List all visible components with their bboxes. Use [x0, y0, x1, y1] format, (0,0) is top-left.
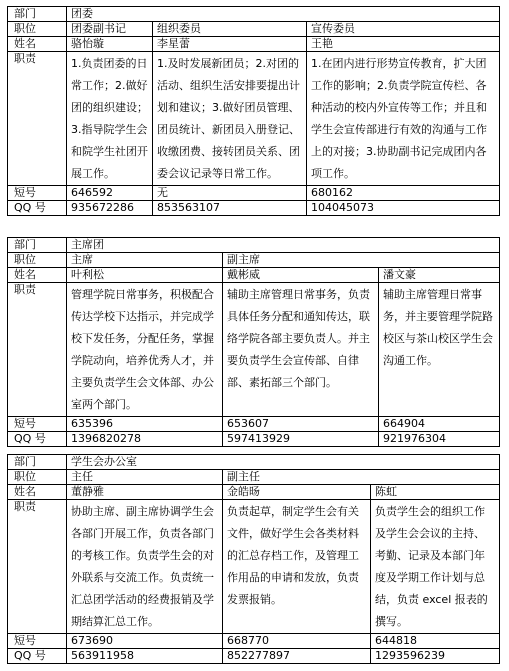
qq-row	[8, 649, 500, 664]
phone-label: 短号	[8, 634, 67, 649]
duty-cell: 负责学生会的组织工作及学生会会议的主持、考勤、记录及本部门年度及学期工作计划与总结，负责 excel 报表的撰写。	[371, 500, 500, 634]
position-cell: 副主席	[223, 253, 500, 268]
dept-row	[8, 455, 500, 470]
phone-cell: 664904	[379, 417, 500, 432]
qq-cell: 104045073	[307, 201, 500, 216]
phone-row	[8, 186, 500, 201]
position-row	[8, 253, 500, 268]
qq-row	[8, 201, 500, 216]
department-table-office	[7, 454, 500, 664]
dept-label: 部门	[8, 455, 67, 470]
phone-cell: 无	[153, 186, 307, 201]
dept-row	[8, 7, 500, 22]
qq-cell: 921976304	[379, 432, 500, 447]
department-table-youth-league	[7, 6, 500, 216]
duty-cell: 负责起草，制定学生会有关文件，做好学生会各类材料的汇总存档工作，及管理工作用品的申请和发放，负责发票报销。	[223, 500, 371, 634]
position-cell: 副主任	[223, 470, 500, 485]
duty-label: 职责	[8, 283, 67, 417]
duty-row	[8, 500, 500, 634]
name-label: 姓名	[8, 485, 67, 500]
name-cell: 李星蕾	[153, 37, 307, 52]
qq-cell: 853563107	[153, 201, 307, 216]
dept-label: 部门	[8, 7, 67, 22]
duty-cell: 1.在团内进行形势宣传教育，扩大团工作的影响；2.负责学院宣传栏、各种活动的校内外宣传等工作；并且和学生会宣传部进行有效的沟通与工作上的对接；3.协助副书记完成团内各项工作。	[307, 52, 500, 186]
position-cell: 主席	[67, 253, 223, 268]
position-cell: 组织委员	[153, 22, 307, 37]
qq-label: QQ 号	[8, 201, 67, 216]
phone-cell: 653607	[223, 417, 379, 432]
name-cell: 王艳	[307, 37, 500, 52]
phone-cell: 646592	[67, 186, 153, 201]
position-cell: 团委副书记	[67, 22, 153, 37]
name-label: 姓名	[8, 37, 67, 52]
duty-cell: 辅助主席管理日常事务，并主要管理学院路校区与茶山校区学生会沟通工作。	[379, 283, 500, 417]
position-row	[8, 22, 500, 37]
duty-cell: 协助主席、副主席协调学生会各部门开展工作，负责各部门的考核工作。负责学生会的对外联系与交流工作。负责统一汇总团学活动的经费报销及学期结算汇总工作。	[67, 500, 223, 634]
department-table-presidium	[7, 237, 500, 447]
name-row	[8, 37, 500, 52]
duty-row	[8, 283, 500, 417]
name-row	[8, 268, 500, 283]
duty-label: 职责	[8, 500, 67, 634]
dept-value: 团委	[67, 7, 500, 22]
duty-cell: 管理学院日常事务，积极配合传达学校下达指示，并完成学校下发任务，分配任务，掌握学院动向，培养优秀人才，并主要负责学生会文体部、办公室两个部门。	[67, 283, 223, 417]
qq-cell: 1293596239	[371, 649, 500, 664]
qq-cell: 1396820278	[67, 432, 223, 447]
qq-label: QQ 号	[8, 432, 67, 447]
name-label: 姓名	[8, 268, 67, 283]
duty-cell: 辅助主席管理日常事务，负责具体任务分配和通知传达，联络学院各部主要负责人。并主要负责学生会宣传部、自律部、素拓部三个部门。	[223, 283, 379, 417]
phone-cell: 644818	[371, 634, 500, 649]
qq-cell: 852277897	[223, 649, 371, 664]
duty-cell: 1.及时发展新团员；2.对团的活动、组织生活安排要提出计划和建议；3.做好团员管理、团员统计、新团员入册登记、收缴团费、接转团员关系、团委会议记录等日常工作。	[153, 52, 307, 186]
position-label: 职位	[8, 470, 67, 485]
name-cell: 潘文豪	[379, 268, 500, 283]
qq-cell: 597413929	[223, 432, 379, 447]
qq-label: QQ 号	[8, 649, 67, 664]
qq-row	[8, 432, 500, 447]
name-cell: 叶利松	[67, 268, 223, 283]
position-label: 职位	[8, 22, 67, 37]
name-cell: 戴彬威	[223, 268, 379, 283]
duty-row	[8, 52, 500, 186]
position-cell: 宣传委员	[307, 22, 500, 37]
name-cell: 骆怡璇	[67, 37, 153, 52]
phone-cell: 673690	[67, 634, 223, 649]
position-row	[8, 470, 500, 485]
qq-cell: 563911958	[67, 649, 223, 664]
position-label: 职位	[8, 253, 67, 268]
dept-row	[8, 238, 500, 253]
duty-cell: 1.负责团委的日常工作；2.做好团的组织建设；3.指导院学生会和院学生社团开展工作。	[67, 52, 153, 186]
phone-label: 短号	[8, 186, 67, 201]
name-row	[8, 485, 500, 500]
phone-label: 短号	[8, 417, 67, 432]
duty-label: 职责	[8, 52, 67, 186]
name-cell: 陈虹	[371, 485, 500, 500]
qq-cell: 935672286	[67, 201, 153, 216]
name-cell: 董静雅	[67, 485, 223, 500]
dept-value: 主席团	[67, 238, 500, 253]
dept-value: 学生会办公室	[67, 455, 500, 470]
phone-cell: 668770	[223, 634, 371, 649]
position-cell: 主任	[67, 470, 223, 485]
phone-cell: 635396	[67, 417, 223, 432]
phone-row	[8, 417, 500, 432]
phone-cell: 680162	[307, 186, 500, 201]
dept-label: 部门	[8, 238, 67, 253]
name-cell: 金皓旸	[223, 485, 371, 500]
phone-row	[8, 634, 500, 649]
